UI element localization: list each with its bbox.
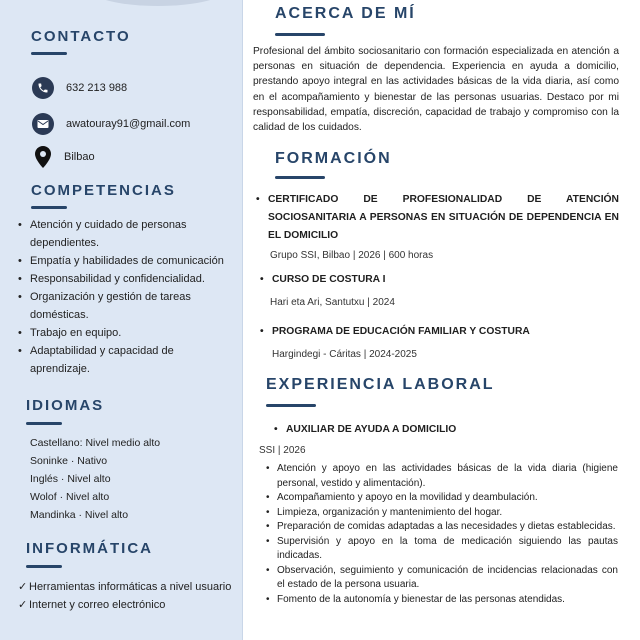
education-title: • PROGRAMA DE EDUCACIÓN FAMILIAR Y COSTURA bbox=[260, 326, 620, 337]
idiomas-underline bbox=[26, 422, 62, 425]
check-icon: ✓ bbox=[18, 599, 28, 611]
list-item: Soninke · Nativo bbox=[30, 455, 108, 467]
job-detail: SSI | 2026 bbox=[259, 445, 306, 456]
experiencia-heading: EXPERIENCIA LABORAL bbox=[266, 376, 495, 393]
list-item: • Preparación de comidas adaptadas a las necesidades y dietas establecidas. bbox=[266, 520, 618, 535]
list-item: • Adaptabilidad y capacidad de aprendizaje. bbox=[16, 342, 236, 378]
location-pin-icon bbox=[32, 145, 54, 169]
informatica-heading: INFORMÁTICA bbox=[26, 540, 153, 557]
contact-phone-row bbox=[32, 77, 127, 99]
formacion-underline bbox=[275, 176, 325, 179]
contact-email-row bbox=[32, 113, 190, 135]
formacion-heading: FORMACIÓN bbox=[275, 150, 392, 167]
list-item: Castellano: Nivel medio alto bbox=[30, 437, 161, 449]
job-item bbox=[274, 424, 614, 435]
competencias-heading: COMPETENCIAS bbox=[31, 182, 176, 199]
sidebar bbox=[0, 0, 243, 640]
decorative-arc bbox=[88, 0, 228, 6]
list-item: • Supervisión y apoyo en la toma de medicación siguiendo las pautas indicadas. bbox=[266, 535, 618, 564]
list-item: • Observación, seguimiento y comunicación de incidencias relacionadas con el estado de la persona usuaria. bbox=[266, 564, 618, 593]
experiencia-underline bbox=[266, 404, 316, 407]
contact-underline bbox=[31, 52, 67, 55]
education-title: • CERTIFICADO DE PROFESIONALIDAD DE ATENCIÓN SOCIOSANITARIA A PERSONAS EN SITUACIÓN DE DEPENDENCIA EN EL DOMICILIO bbox=[256, 191, 619, 245]
competencias-list bbox=[16, 216, 236, 378]
city-text: Bilbao bbox=[64, 151, 95, 163]
idiomas-list bbox=[30, 434, 160, 524]
list-item: • Organización y gestión de tareas domésticas. bbox=[16, 288, 236, 324]
list-item: ✓ Internet y correo electrónico bbox=[18, 596, 231, 614]
phone-text: 632 213 988 bbox=[66, 82, 128, 94]
education-item bbox=[260, 274, 620, 308]
education-item bbox=[260, 326, 620, 360]
check-icon: ✓ bbox=[18, 581, 28, 593]
phone-icon bbox=[32, 77, 54, 99]
list-item: • Limpieza, organización y mantenimiento del hogar. bbox=[266, 506, 618, 521]
list-item: • Fomento de la autonomía y bienestar de las personas atendidas. bbox=[266, 593, 618, 608]
list-item: • Acompañamiento y apoyo en la movilidad y deambulación. bbox=[266, 491, 618, 506]
about-text: Profesional del ámbito sociosanitario con formación especializada en atención a personas en situación de dependencia. Experiencia en ayuda a domicilio, prestando apoyo integral en las actividades básicas de la vida diaria, así como en el acompañamiento y bienestar de las personas usuarias. Destaco por mi responsabilidad, empatía, discreción, capacidad de trabajo y compromiso con la calidad de los cuidados. bbox=[253, 46, 619, 134]
job-tasks-list bbox=[266, 462, 618, 607]
competencias-underline bbox=[31, 206, 67, 209]
list-item: • Trabajo en equipo. bbox=[16, 324, 236, 342]
job-title: • AUXILIAR DE AYUDA A DOMICILIO bbox=[274, 424, 614, 435]
list-item: ✓ Herramientas informáticas a nivel usuario bbox=[18, 578, 231, 596]
idiomas-heading: IDIOMAS bbox=[26, 397, 105, 414]
informatica-list bbox=[18, 578, 231, 614]
contact-heading: CONTACTO bbox=[31, 28, 131, 45]
contact-city-row bbox=[32, 145, 95, 169]
education-item bbox=[256, 191, 619, 261]
email-icon bbox=[32, 113, 54, 135]
education-detail: Hargindegi - Cáritas | 2024-2025 bbox=[272, 349, 417, 360]
main-content bbox=[244, 0, 640, 640]
about-underline bbox=[275, 33, 325, 36]
list-item: • Atención y apoyo en las actividades básicas de la vida diaria (higiene personal, vestido y alimentación). bbox=[266, 462, 618, 491]
education-detail: Grupo SSI, Bilbao | 2026 | 600 horas bbox=[270, 250, 434, 261]
list-item: • Empatía y habilidades de comunicación bbox=[16, 252, 236, 270]
email-text[interactable]: awatouray91@gmail.com bbox=[66, 118, 191, 130]
list-item: Inglés · Nivel alto bbox=[30, 473, 111, 485]
list-item: Wolof · Nivel alto bbox=[30, 491, 110, 503]
list-item: • Responsabilidad y confidencialidad. bbox=[16, 270, 236, 288]
about-heading: ACERCA DE MÍ bbox=[275, 5, 416, 22]
education-title: • CURSO DE COSTURA I bbox=[260, 274, 620, 285]
education-detail: Hari eta Ari, Santutxu | 2024 bbox=[270, 297, 395, 308]
informatica-underline bbox=[26, 565, 62, 568]
list-item: • Atención y cuidado de personas dependientes. bbox=[16, 216, 236, 252]
list-item: Mandinka · Nivel alto bbox=[30, 509, 129, 521]
